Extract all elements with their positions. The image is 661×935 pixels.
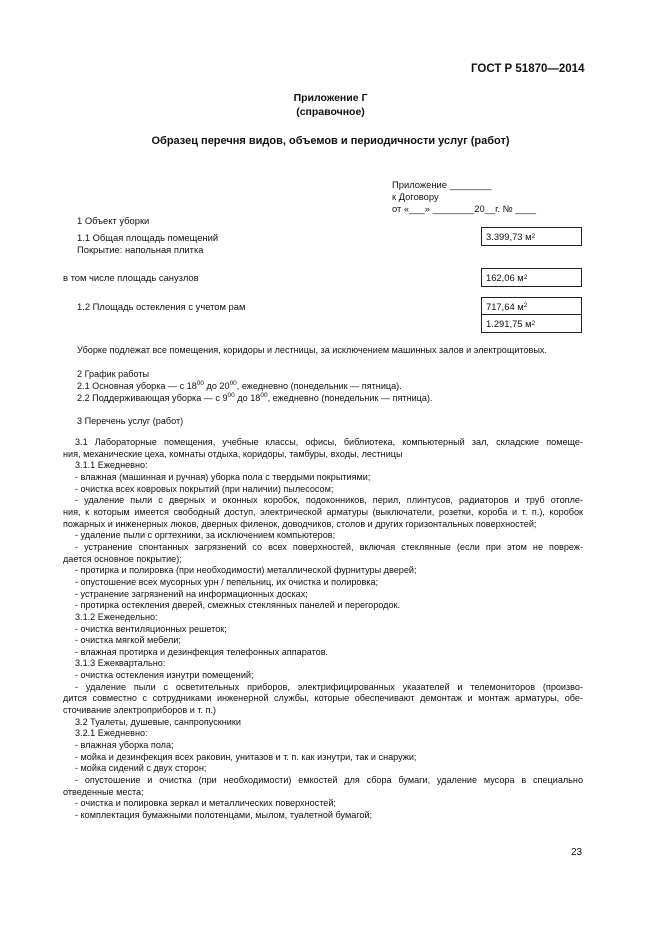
service-line: - очистка всех ковровых покрытий (при наличии) пылесосом; [75,483,334,494]
document-code: ГОСТ Р 51870—2014 [471,63,585,75]
total-area-label: 1.1 Общая площадь помещений [77,232,219,243]
contract-ref-line-3: от «___» ________20__г. № ____ [392,203,537,214]
service-line: - очистка вентиляционных решеток; [75,623,227,634]
page-number: 23 [571,847,583,858]
sample-title: Образец перечня видов, объемов и периодичности услуг (работ) [151,135,510,147]
glazing-value-1: 717,64 м [486,300,524,312]
service-line: ния, механические цеха, комнаты отдыха, коридоры, тамбуры, входы, лестницы [63,448,403,459]
service-line: ния, к которым имеется свободный доступ, электрической арматуры (выключатели, розетки, короба и т. п.), коробок [63,506,583,517]
appendix-heading [0,91,661,119]
service-line: - устранение загрязнений на информационных досках; [75,588,308,599]
service-line: 3.2 Туалеты, душевые, санпропускники [75,716,241,727]
cleaning-note: Уборке подлежат все помещения, коридоры и лестницы, за исключением машинных залов и электрощитовых. [77,345,547,355]
schedule-main-line: 2.1 Основная уборка — с $18^{00}$ до $20^{00}$, ежедневно (понедельник — пятница). [77,379,402,391]
service-line: - устранение спонтанных загрязнений со всех поверхностей, включая стеклянные (если при этом не повреж- [75,541,583,552]
glazing-value-2: 1.291,75 м [486,318,532,329]
service-line: 3.2.1 Ежедневно: [75,728,148,739]
sanitary-area-label: в том числе площадь санузлов [63,272,199,283]
service-line: пожарных и инженерных люков, дверных филенок, доводчиков, столов и других горизонтальных поверхностей; [63,518,537,529]
glazing-area-label: 1.2 Площадь остекления с учетом рам [77,301,246,312]
floor-covering-label: Покрытие: напольная плитка [77,244,204,255]
services-heading: 3 Перечень услуг (работ) [77,416,184,426]
service-line: отведенные места; [63,786,144,797]
service-line: - протирка остекления дверей, смежных стеклянных панелей и перегородок. [75,600,401,611]
contract-reference [392,179,536,215]
total-area-value: 3.399,73 м [486,231,532,242]
total-area-value-box: 3.399,73 м 2 [481,227,582,246]
service-line: - влажная уборка пола; [75,740,174,751]
service-line: 3.1.1 Ежедневно: [75,460,148,471]
service-line: - удаление пыли с осветительных приборов, электрифицированных указателей и телемониторов (произво- [75,681,583,692]
service-line: 3.1.3 Ежеквартально: [75,658,166,669]
sanitary-area-value-box: 162,06 м 2 [481,268,582,287]
object-heading: 1 Объект уборки [77,215,150,226]
service-line: - влажная (машинная и ручная) уборка пола с твердыми покрытиями; [75,471,371,482]
glazing-value-box-2: 1.291,75 м 2 [481,314,582,333]
service-line: дится совместно с сотрудниками инженерной службы, которые обеспечивают демонтаж и монтаж арматуры, обе- [63,693,583,704]
service-line: сточивание электроприборов и т. п.) [63,705,217,716]
schedule-block [77,368,433,404]
service-line: - опустошение и очистка (при необходимости) емкостей для сбора бумаги, удаление мусора в специально [75,775,583,786]
service-line: 3.1 Лабораторные помещения, учебные классы, офисы, библиотека, компьютерный зал, складские помеще- [75,437,583,447]
contract-ref-line-1: Приложение ________ [392,179,492,190]
service-line: - мойка и дезинфекция всех раковин, унитазов и т. п. как изнутри, так и снаружи; [75,751,417,762]
schedule-heading: 2 График работы [77,369,150,379]
appendix-subtitle: (справочное) [296,106,365,118]
glazing-value-box-1: 717,64 м 2 [481,297,582,315]
appendix-title: Приложение Г [293,92,368,104]
service-line: - влажная протирка и дезинфекция телефонных аппаратов. [75,646,329,657]
service-line: - очистка мягкой мебели; [75,635,181,646]
service-line: - очистка и полировка зеркал и металлических поверхностей; [75,798,336,809]
contract-ref-line-2: к Договору [392,191,439,202]
service-line: - удаление пыли с дверных и оконных коробок, подоконников, перил, плинтусов, радиаторов и труб отопле- [75,495,583,506]
sanitary-area-value: 162,06 м [486,272,524,283]
service-line: - протирка и полировка (при необходимости) металлической фурнитуры дверей; [75,565,417,576]
service-line: - очистка остекления изнутри помещений; [75,670,254,681]
service-line: дается основное покрытие); [63,553,182,564]
service-line: - мойка сидений с двух сторон; [75,763,207,774]
schedule-support-line: 2.2 Поддерживающая уборка — с $9^{00}$ до $18^{00}$, ежедневно (понедельник — пятница). [77,391,433,403]
service-line: - комплектация бумажными полотенцами, мылом, туалетной бумагой; [75,810,373,820]
services-list [63,437,583,822]
service-line: - удаление пыли с оргтехники, за исключением компьютеров; [75,530,336,541]
service-line: - опустошение всех мусорных урн / пепельниц, их очистка и полировка; [75,576,379,587]
service-line: 3.1.2 Еженедельно: [75,611,158,622]
